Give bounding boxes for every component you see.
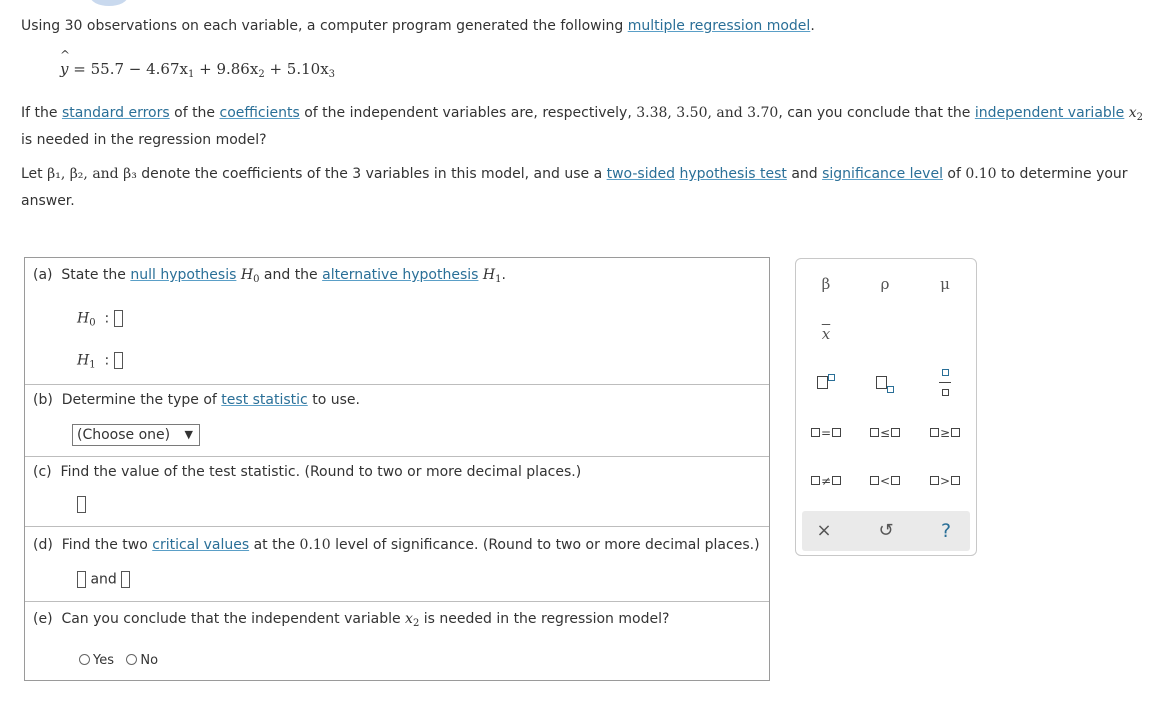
beta-button[interactable]: β: [821, 275, 831, 293]
yes-no-row: [79, 653, 158, 668]
h0-row: $H_0$ :: [77, 310, 123, 327]
greater-equal-button[interactable]: ≥: [923, 417, 967, 447]
link-multiple-regression-model[interactable]: multiple regression model: [627, 18, 811, 34]
part-c-section: [25, 457, 769, 527]
denominator-square-icon: [942, 389, 949, 396]
symbol-palette: [795, 258, 977, 556]
radio-no[interactable]: No: [126, 653, 158, 668]
top-tab-indicator: [90, 0, 128, 6]
part-b-prompt: (b) Determine the type of test statistic to use.: [33, 392, 360, 408]
question-paragraph-2-line-2: answer.: [21, 193, 75, 209]
fraction-button[interactable]: [923, 363, 967, 393]
not-equal-button[interactable]: ≠: [804, 465, 848, 495]
critical-values-row: and: [77, 571, 130, 588]
link-coefficients[interactable]: coefficients: [219, 105, 300, 121]
h1-row: $H_1$ :: [77, 352, 123, 369]
test-statistic-row: [77, 496, 86, 513]
part-e-prompt: (e) Can you conclude that the independent variable $x_2$ is needed in the regression model?: [33, 611, 670, 629]
h1-input[interactable]: [114, 352, 123, 369]
link-test-statistic[interactable]: test statistic: [221, 392, 308, 408]
palette-footer: [802, 511, 970, 551]
regression-equation: ^ $y = 55.7 - 4.67x_1 + 9.86x_2 + 5.10x_3$: [60, 48, 336, 80]
less-equal-button[interactable]: ≤: [863, 417, 907, 447]
part-a-section: [25, 258, 769, 385]
critical-value-1-input[interactable]: [77, 571, 86, 588]
greater-than-button[interactable]: >: [923, 465, 967, 495]
link-alternative-hypothesis[interactable]: alternative hypothesis: [322, 267, 479, 283]
clear-icon[interactable]: ×: [816, 520, 832, 541]
question-paragraph-1: If the standard errors of the coefficients of the independent variables are, respectively, 3.38, 3.50, and 3.70, can you conclude that the independent variable $x_2$: [21, 105, 1144, 123]
superscript-button[interactable]: [804, 367, 848, 397]
fraction-bar-icon: [939, 382, 951, 383]
superscript-square-icon: [828, 374, 835, 381]
test-statistic-select[interactable]: (Choose one) ▼: [72, 424, 200, 446]
rho-button[interactable]: ρ: [880, 275, 890, 293]
h0-input[interactable]: [114, 310, 123, 327]
part-c-prompt: (c) Find the value of the test statistic. (Round to two or more decimal places.): [33, 464, 582, 480]
radio-yes-circle[interactable]: [79, 654, 90, 665]
equals-button[interactable]: =: [804, 417, 848, 447]
base-square-icon: [876, 376, 887, 389]
part-a-prompt: (a) State the null hypothesis $H_0$ and the alternative hypothesis $H_1$.: [33, 267, 506, 285]
radio-no-circle[interactable]: [126, 654, 137, 665]
part-b-section: [25, 385, 769, 457]
less-than-button[interactable]: <: [863, 465, 907, 495]
intro-text: Using 30 observations on each variable, a computer program generated the following multiple regression model.: [21, 18, 815, 34]
answer-panel: [24, 257, 770, 681]
mu-button[interactable]: μ: [940, 275, 950, 293]
hat-symbol: ^: [60, 48, 71, 62]
link-significance-level[interactable]: significance level: [822, 166, 943, 182]
numerator-square-icon: [942, 369, 949, 376]
subscript-button[interactable]: [863, 367, 907, 397]
undo-icon[interactable]: ↺: [878, 520, 894, 541]
question-paragraph-1-line-2: is needed in the regression model?: [21, 132, 267, 148]
part-e-section: [25, 602, 769, 680]
radio-yes[interactable]: Yes: [79, 653, 114, 668]
chevron-down-icon: ▼: [184, 428, 193, 441]
link-two-sided[interactable]: two-sided: [606, 166, 675, 182]
part-d-section: [25, 527, 769, 602]
link-critical-values[interactable]: critical values: [152, 537, 250, 553]
base-square-icon: [817, 376, 828, 389]
xbar-button[interactable]: $\overline{x}$: [821, 325, 831, 343]
part-d-prompt: (d) Find the two critical values at the 0.10 level of significance. (Round to two or more decimal places.): [33, 537, 760, 553]
test-statistic-input[interactable]: [77, 496, 86, 513]
link-standard-errors[interactable]: standard errors: [61, 105, 170, 121]
link-hypothesis-test[interactable]: hypothesis test: [679, 166, 787, 182]
link-null-hypothesis[interactable]: null hypothesis: [130, 267, 237, 283]
subscript-square-icon: [887, 386, 894, 393]
link-independent-variable[interactable]: independent variable: [974, 105, 1125, 121]
help-icon[interactable]: ?: [940, 520, 952, 542]
question-paragraph-2: Let β₁, β₂, and β₃ denote the coefficients of the 3 variables in this model, and use a two-sided hypothesis test and significance level of 0.10 to determine your: [21, 166, 1128, 182]
critical-value-2-input[interactable]: [121, 571, 130, 588]
